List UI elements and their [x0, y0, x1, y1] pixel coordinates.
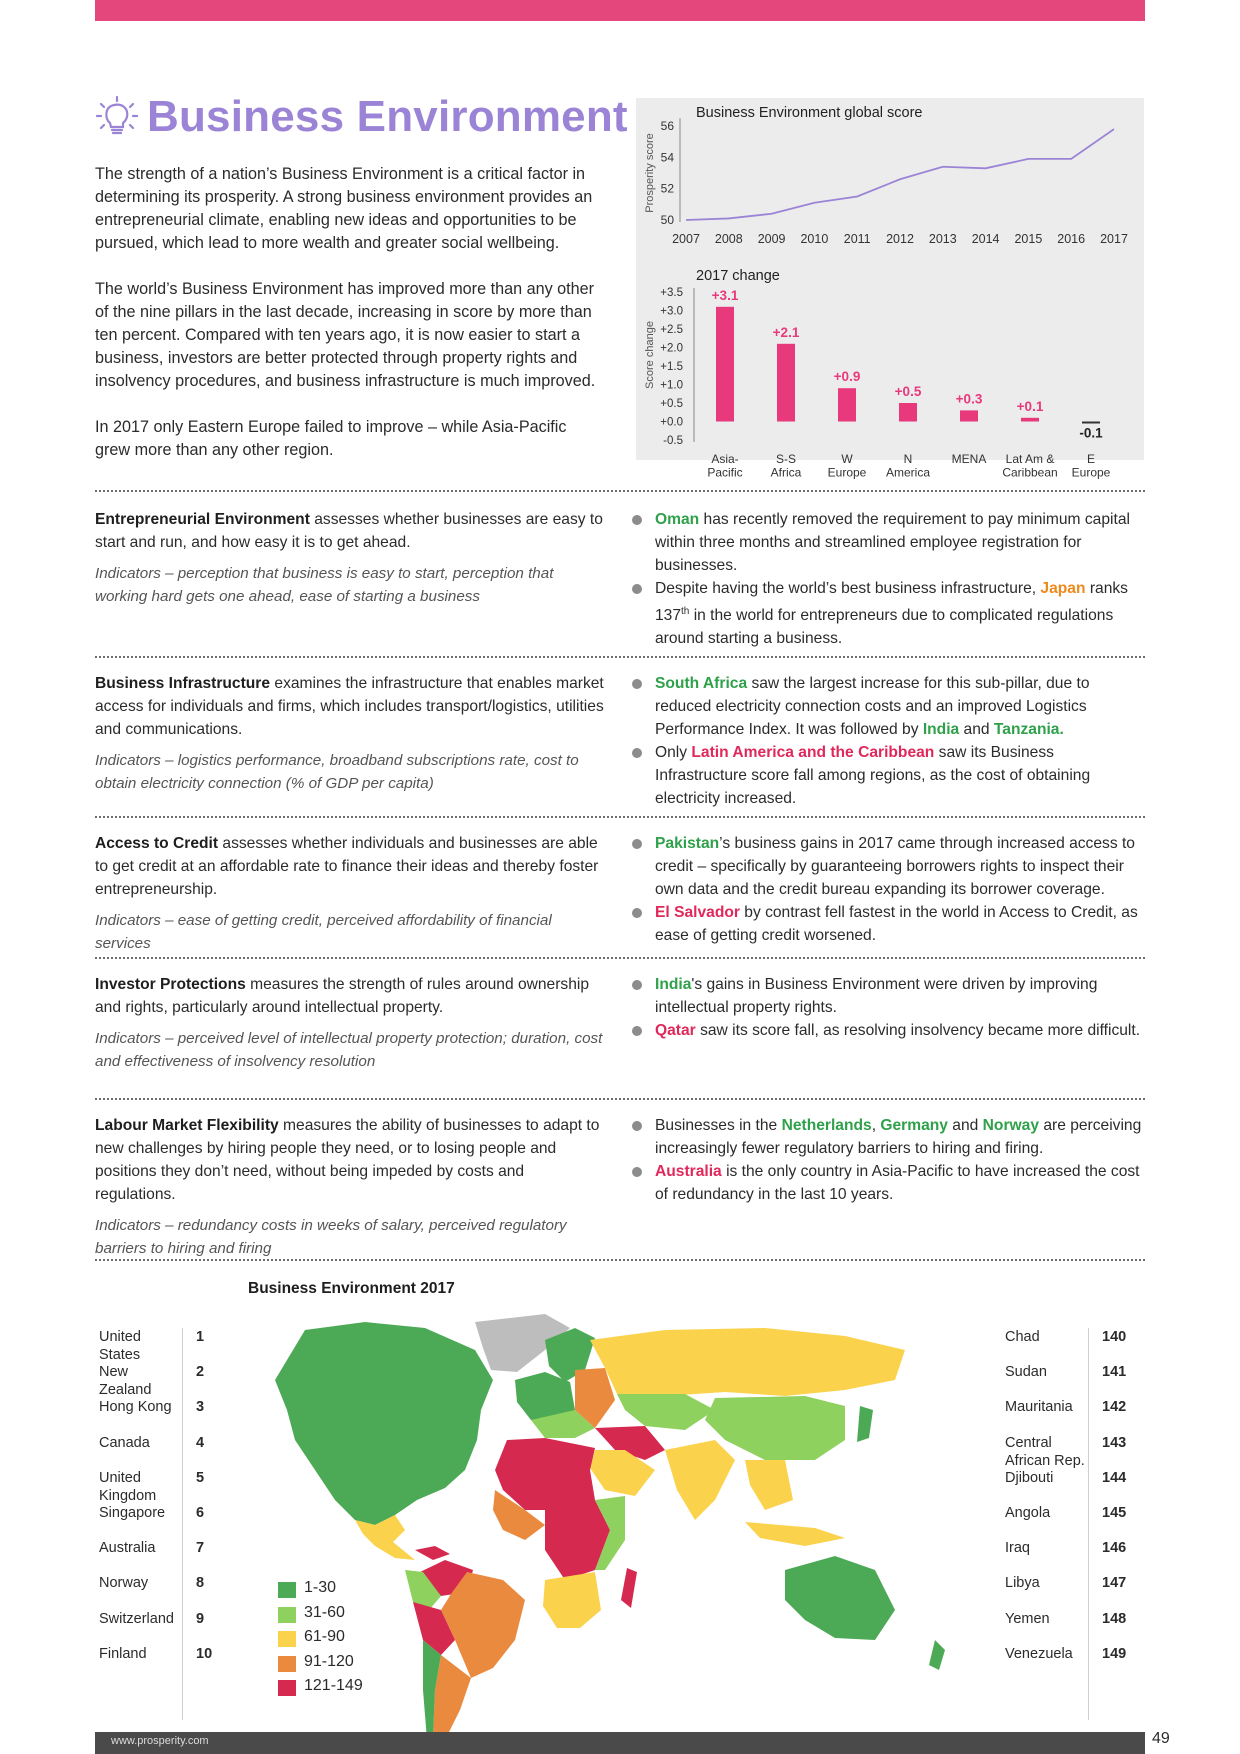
- highlight-bullet: [628, 741, 1144, 810]
- bar-chart-data-label: +0.3: [955, 391, 983, 407]
- chart-panel: [636, 98, 1144, 480]
- bullet-dot-icon: [632, 1121, 642, 1131]
- legend-label: 91-120: [304, 1652, 354, 1670]
- rank-divider: [182, 1328, 183, 1720]
- bar-chart-data-label: -0.1: [1079, 425, 1103, 441]
- legend-swatch: [278, 1680, 296, 1696]
- highlight-country: Norway: [982, 1117, 1039, 1134]
- dotted-separator: [95, 656, 1145, 658]
- bar-chart-category-label: W: [841, 452, 853, 466]
- bar-chart-ytick: +3.0: [660, 305, 683, 318]
- dotted-separator: [95, 1098, 1145, 1100]
- bar-chart-bar: [960, 410, 978, 421]
- highlight-country: Japan: [1040, 580, 1086, 597]
- map-india: [665, 1440, 735, 1520]
- highlight-country: Qatar: [655, 1022, 696, 1039]
- legend-label: 121-149: [304, 1677, 363, 1694]
- section-text: assesses whether businesses are easy to start and run, and how easy it is to get ahead.: [95, 511, 603, 551]
- rank-number: 7: [196, 1540, 205, 1557]
- rank-number: 4: [196, 1434, 205, 1451]
- highlight-text: has recently removed the requirement to pay minimum capital within three months and streamlined employee registration for businesses.: [655, 511, 1130, 574]
- bar-chart-title: 2017 change: [696, 268, 780, 284]
- section-text: measures the strength of rules around ownership and rights, particularly around intellectual property.: [95, 976, 590, 1016]
- bar-chart-category-label: Asia-: [711, 452, 739, 466]
- highlight-country: El Salvador: [655, 904, 740, 921]
- rank-number: 9: [196, 1610, 205, 1627]
- page-title: Business Environment: [147, 92, 628, 141]
- footer-bar: [95, 1732, 1145, 1754]
- dotted-separator: [95, 816, 1145, 818]
- dotted-separator: [95, 490, 1145, 492]
- highlight-text: ranks 137: [655, 580, 1128, 625]
- line-chart-ytick: 52: [660, 181, 674, 196]
- bar-chart-data-label: +0.1: [1016, 398, 1044, 414]
- section-description: [95, 973, 607, 1073]
- map-china: [705, 1396, 845, 1460]
- rank-country: Chad: [1005, 1329, 1040, 1345]
- rank-country: New Zealand: [99, 1364, 152, 1399]
- intro-paragraph-2: The world’s Business Environment has improved more than any other of the nine pillars in the last decade, increasing in score by more than ten percent. Compared with ten years ago, it is now easier to start a business, investors are better protected through property rights and insolvency procedures, and business infrastructure is much improved.: [95, 280, 596, 390]
- line-chart-xtick: 2014: [971, 232, 1000, 246]
- bar-chart-data-label: +0.5: [894, 384, 922, 399]
- bar-chart-bar: [1021, 418, 1039, 422]
- section-text: assesses whether individuals and businesses are able to get credit at an affordable rate to finance their ideas and thereby foster entrepreneurship.: [95, 835, 599, 898]
- rank-number: 145: [1102, 1505, 1127, 1521]
- highlight-text: Businesses in the: [655, 1117, 782, 1134]
- bar-chart-data-label: +2.1: [772, 324, 800, 340]
- line-chart-ylabel: Prosperity score: [644, 133, 656, 213]
- bar-chart-category-label: Europe: [827, 465, 867, 480]
- intro-paragraph-3: In 2017 only Eastern Europe failed to improve – while Asia-Pacific grew more than any other region.: [95, 418, 567, 459]
- highlight-text: and: [947, 1117, 983, 1134]
- map-japan: [857, 1406, 873, 1442]
- bar-chart-bar: [1082, 422, 1100, 424]
- highlight-country: India: [922, 721, 960, 738]
- section-name: Investor Protections: [95, 976, 246, 993]
- line-chart-title: Business Environment global score: [696, 105, 923, 121]
- map-caribbean: [415, 1546, 450, 1560]
- line-chart-xtick: 2015: [1014, 232, 1043, 246]
- map-indonesia: [745, 1522, 845, 1546]
- bullet-dot-icon: [632, 908, 642, 918]
- highlight-text: th: [681, 606, 690, 617]
- bar-chart-category-label: Europe: [1071, 465, 1111, 480]
- legend-label: 31-60: [304, 1603, 345, 1621]
- section-description: [95, 1114, 607, 1260]
- line-chart-ytick: 50: [660, 213, 674, 227]
- bar-chart: [636, 260, 1144, 480]
- top-accent-bar: [95, 0, 1145, 21]
- section-highlights: [628, 672, 1144, 810]
- line-chart-xtick: 2009: [757, 232, 786, 246]
- rank-country: Yemen: [1005, 1610, 1050, 1627]
- highlight-text: and: [959, 721, 994, 738]
- rank-country: Norway: [99, 1575, 149, 1592]
- section-indicators: Indicators – perceived level of intellectual property protection; duration, cost and effectiveness of insolvency resolution: [95, 1030, 603, 1070]
- section-highlights: [628, 832, 1144, 947]
- rank-number: 10: [196, 1645, 213, 1662]
- highlight-bullet: [628, 1114, 1144, 1160]
- highlight-text: is the only country in Asia-Pacific to have increased the cost of redundancy in the last 10 years.: [655, 1163, 1140, 1203]
- bullet-dot-icon: [632, 1167, 642, 1177]
- rank-number: 3: [196, 1399, 205, 1416]
- highlight-text: saw the largest increase for this sub-pillar, due to reduced electricity connection costs and an improved Logistics Performance Index. It was followed by: [655, 675, 1090, 738]
- bullet-dot-icon: [632, 584, 642, 594]
- highlight-text: ,: [871, 1117, 881, 1134]
- section-desc-text: [95, 672, 607, 741]
- map-madagascar: [621, 1568, 637, 1608]
- rank-number: 140: [1102, 1329, 1127, 1345]
- rank-number: 2: [196, 1364, 205, 1381]
- section-description: [95, 832, 607, 955]
- bar-chart-category-label: S-S: [775, 452, 797, 466]
- legend-label: 61-90: [304, 1628, 345, 1645]
- bar-chart-ytick: +1.5: [660, 361, 683, 373]
- line-chart: [636, 98, 1144, 268]
- bullet-dot-icon: [632, 515, 642, 525]
- line-chart-xtick: 2008: [714, 232, 743, 246]
- rank-country: Libya: [1005, 1575, 1040, 1592]
- map-title: Business Environment 2017: [248, 1280, 455, 1297]
- rank-country: Sudan: [1005, 1364, 1047, 1381]
- line-chart-xtick: 2017: [1100, 232, 1128, 246]
- map-new-zealand: [929, 1640, 945, 1670]
- section-indicators: Indicators – redundancy costs in weeks of salary, perceived regulatory barriers to hiring and firing: [95, 1217, 567, 1257]
- section-text: measures the ability of businesses to adapt to new challenges by hiring people they need, or to losing people and positions they don’t need, without being impeded by costs and regulations.: [95, 1117, 600, 1203]
- rank-number: 144: [1102, 1469, 1127, 1486]
- rank-country: United Kingdom: [99, 1469, 157, 1504]
- rank-number: 142: [1102, 1399, 1127, 1416]
- bottom10-list: [1005, 1328, 1135, 1720]
- rank-country: Canada: [99, 1434, 150, 1451]
- section-highlights: [628, 973, 1144, 1042]
- bar-chart-bar: [777, 344, 795, 422]
- highlight-bullet: [628, 901, 1144, 947]
- section-desc-text: [95, 832, 607, 901]
- bar-chart-ytick: +0.0: [660, 416, 683, 429]
- highlight-bullet: [628, 577, 1144, 650]
- section-indicators: Indicators – logistics performance, broadband subscriptions rate, cost to obtain electricity connection (% of GDP per capita): [95, 752, 579, 792]
- line-chart-xtick: 2007: [672, 232, 700, 246]
- highlight-text: Despite having the world’s best business infrastructure,: [655, 580, 1041, 597]
- section-description: [95, 508, 607, 608]
- rank-country: Singapore: [99, 1505, 166, 1521]
- bar-chart-category-label: N: [903, 452, 913, 466]
- legend-swatch: [278, 1582, 296, 1598]
- dotted-separator: [95, 957, 1145, 959]
- rank-number: 5: [196, 1469, 205, 1486]
- highlight-country: Germany: [880, 1117, 948, 1134]
- rank-country: Hong Kong: [99, 1399, 172, 1416]
- section-name: Access to Credit: [95, 835, 219, 852]
- bar-chart-ytick: +3.5: [660, 287, 683, 299]
- legend-swatch: [278, 1607, 296, 1623]
- rank-number: 143: [1102, 1434, 1127, 1451]
- section-indicators: Indicators – perception that business is easy to start, perception that working hard gets one ahead, ease of starting a business: [95, 565, 554, 605]
- rank-country: Iraq: [1005, 1540, 1030, 1557]
- bullet-dot-icon: [632, 679, 642, 689]
- section-desc-text: [95, 1114, 607, 1206]
- map-southern-africa: [543, 1572, 601, 1628]
- bar-chart-category-label: Africa: [770, 465, 802, 480]
- rank-number: 146: [1102, 1540, 1127, 1557]
- highlight-text: saw its score fall, as resolving insolvency became more difficult.: [695, 1022, 1141, 1039]
- highlight-country: Latin America and the Caribbean: [691, 744, 935, 761]
- rank-country: United States: [99, 1329, 141, 1363]
- bar-chart-category-label: Lat Am &: [1005, 452, 1055, 466]
- bar-chart-bar: [716, 307, 734, 422]
- rank-number: 148: [1102, 1610, 1127, 1627]
- section-desc-text: [95, 508, 607, 554]
- rank-country: Finland: [99, 1645, 147, 1662]
- map-north-africa: [495, 1438, 595, 1510]
- rank-number: 147: [1102, 1575, 1127, 1592]
- rank-country: Angola: [1005, 1505, 1051, 1521]
- bar-chart-ytick: -0.5: [663, 435, 683, 447]
- bar-chart-ytick: +0.5: [660, 398, 683, 410]
- line-chart-xtick: 2011: [843, 232, 871, 246]
- section-name: Entrepreneurial Environment: [95, 511, 310, 528]
- highlight-bullet: [628, 832, 1144, 901]
- map-central-asia: [617, 1394, 715, 1430]
- highlight-text: in the world for entrepreneurs due to complicated regulations around starting a business.: [655, 607, 1114, 648]
- bullet-dot-icon: [632, 748, 642, 758]
- rank-divider: [1088, 1328, 1089, 1720]
- line-chart-xtick: 2016: [1057, 232, 1086, 246]
- highlight-text: Only: [655, 744, 692, 761]
- bar-chart-ytick: +2.0: [660, 342, 683, 355]
- line-chart-xtick: 2010: [800, 232, 829, 246]
- highlight-text: 's gains in Business Environment were driven by improving intellectual property rights.: [655, 976, 1098, 1016]
- rank-number: 141: [1102, 1364, 1127, 1381]
- top10-list: [99, 1328, 229, 1720]
- bullet-dot-icon: [632, 980, 642, 990]
- legend-swatch: [278, 1631, 296, 1647]
- bar-chart-category-label: Caribbean: [1002, 465, 1058, 480]
- section-name: Labour Market Flexibility: [95, 1117, 279, 1134]
- bar-chart-category-label: Pacific: [707, 465, 743, 480]
- highlight-country: Oman: [655, 511, 700, 528]
- rank-number: 149: [1102, 1645, 1127, 1662]
- lightbulb-icon: [95, 96, 139, 140]
- rank-country: Venezuela: [1005, 1645, 1073, 1662]
- bullet-dot-icon: [632, 1026, 642, 1036]
- rank-country: Djibouti: [1005, 1469, 1054, 1486]
- bar-chart-ylabel: Score change: [644, 321, 656, 389]
- bar-chart-category-label: America: [885, 465, 931, 480]
- bar-chart-ytick: +1.0: [660, 379, 683, 392]
- bar-chart-data-label: +0.9: [833, 369, 861, 385]
- highlight-country: Netherlands: [781, 1117, 872, 1134]
- bar-chart-category-label: MENA: [951, 452, 987, 466]
- highlight-bullet: [628, 672, 1144, 741]
- highlight-text: ’s business gains in 2017 came through increased access to credit – specifically by guaranteeing borrowers rights to inspect their own data and the credit bureau expanding its borrower coverage.: [655, 835, 1135, 898]
- highlight-bullet: [628, 973, 1144, 1019]
- legend-label: 1-30: [304, 1579, 337, 1596]
- line-chart-xtick: 2013: [928, 232, 957, 246]
- page-number: 49: [1152, 1730, 1170, 1747]
- highlight-country: Tanzania.: [993, 721, 1064, 738]
- bar-chart-bar: [899, 403, 917, 422]
- map-north-america: [275, 1322, 493, 1525]
- section-text: examines the infrastructure that enables market access for individuals and firms, which includes transport/logistics, utilities and communications.: [95, 675, 604, 738]
- bullet-dot-icon: [632, 839, 642, 849]
- highlight-country: India: [655, 976, 692, 993]
- section-header: [95, 92, 628, 152]
- footer-url: www.prosperity.com: [111, 1735, 209, 1747]
- highlight-bullet: [628, 508, 1144, 577]
- section-description: [95, 672, 607, 795]
- section-highlights: [628, 1114, 1144, 1206]
- highlight-country: Pakistan: [655, 835, 720, 852]
- line-chart-xtick: 2012: [886, 232, 914, 246]
- line-chart-ytick: 56: [660, 119, 674, 133]
- rank-number: 8: [196, 1575, 205, 1592]
- bar-chart-category-label: E: [1086, 452, 1096, 466]
- map-southeast-asia: [745, 1460, 793, 1510]
- highlight-country: Australia: [655, 1163, 722, 1180]
- line-chart-series: [686, 129, 1114, 220]
- highlight-text: by contrast fell fastest in the world in Access to Credit, as ease of getting credit worsened.: [655, 904, 1138, 944]
- highlight-bullet: [628, 1160, 1144, 1206]
- highlight-bullet: [628, 1019, 1144, 1042]
- legend-swatch: [278, 1656, 296, 1672]
- highlight-text: saw its Business Infrastructure score fall among regions, as the cost of obtaining electricity increased.: [655, 744, 1091, 807]
- section-desc-text: [95, 973, 607, 1019]
- map-australia: [785, 1556, 895, 1640]
- rank-number: 1: [196, 1329, 205, 1345]
- map-russia: [590, 1328, 905, 1396]
- bar-chart-ytick: +2.5: [660, 324, 683, 336]
- highlight-text: are perceiving increasingly fewer regulatory barriers to hiring and firing.: [655, 1117, 1142, 1157]
- rank-country: Central African Rep.: [1005, 1434, 1085, 1469]
- highlight-country: South Africa: [655, 675, 748, 692]
- line-chart-ytick: 54: [660, 150, 674, 165]
- bar-chart-bar: [838, 388, 856, 421]
- section-name: Business Infrastructure: [95, 675, 271, 692]
- rank-number: 6: [196, 1505, 205, 1521]
- rank-country: Mauritania: [1005, 1399, 1073, 1416]
- rank-country: Australia: [99, 1540, 156, 1557]
- bar-chart-data-label: +3.1: [711, 287, 739, 303]
- rank-country: Switzerland: [99, 1610, 174, 1627]
- section-highlights: [628, 508, 1144, 650]
- section-indicators: Indicators – ease of getting credit, perceived affordability of financial services: [95, 912, 552, 952]
- intro-paragraph-1: The strength of a nation’s Business Environment is a critical factor in determining its prosperity. A strong business environment provides an entrepreneurial climate, enabling new ideas and opportunities to be pursued, which lead to more wealth and greater social wellbeing.: [95, 165, 593, 252]
